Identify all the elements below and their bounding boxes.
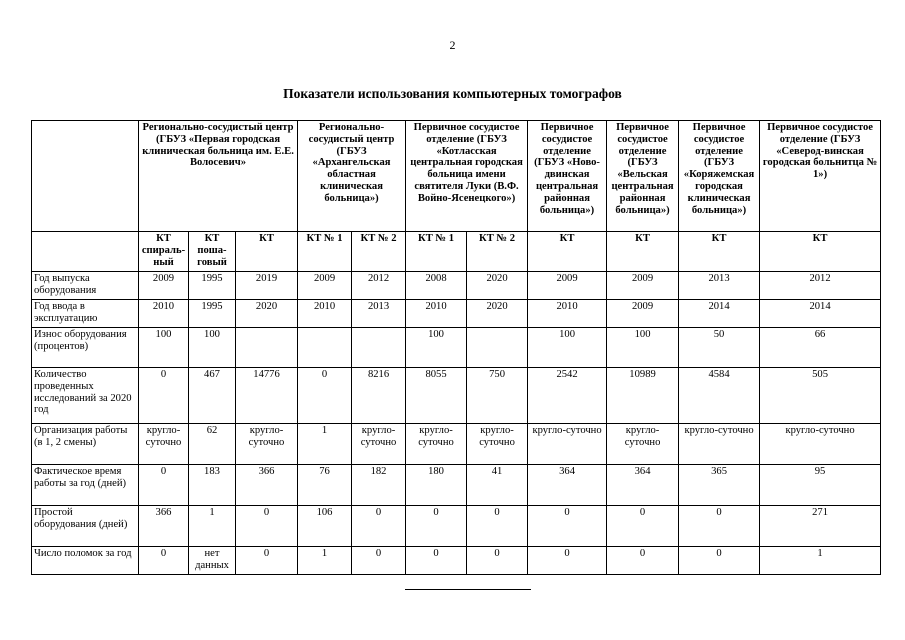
table-cell: 1 [189,506,236,547]
table-cell: 8216 [352,368,406,424]
table-cell: кругло-суточно [679,424,760,465]
table-cell: 1 [760,547,881,575]
row-label: Простой оборудования (дней) [32,506,139,547]
table-cell: 2010 [139,300,189,328]
table-row [32,424,881,465]
institution-header: Первичное сосудистое отделение (ГБУЗ «Северод-винская городская больнитца № 1») [760,121,881,232]
table-cell: 66 [760,328,881,368]
table-cell: 182 [352,465,406,506]
table-cell: 0 [236,506,298,547]
device-header: КТ [679,232,760,272]
table-cell: кругло-суточно [139,424,189,465]
table-cell: 2020 [236,300,298,328]
ct-usage-table [31,120,881,575]
table-cell: 2542 [528,368,607,424]
table-cell: 183 [189,465,236,506]
document-title: Показатели использования компьютерных томографов [283,86,622,101]
table-cell: кругло-суточно [467,424,528,465]
table-cell: 0 [139,547,189,575]
table-cell: 0 [467,506,528,547]
table-cell: 2009 [607,272,679,300]
table-cell: 2010 [528,300,607,328]
table-cell: 8055 [406,368,467,424]
table-row [32,300,881,328]
table-cell: 2012 [760,272,881,300]
table-cell: 100 [189,328,236,368]
table-cell: 62 [189,424,236,465]
row-label: Фактическое время работы за год (дней) [32,465,139,506]
table-cell [298,328,352,368]
table-cell: 76 [298,465,352,506]
table-cell: 0 [679,506,760,547]
device-header: КТ [236,232,298,272]
table-cell: 2009 [298,272,352,300]
device-header: КТ № 1 [298,232,352,272]
table-cell: 750 [467,368,528,424]
table-cell: 0 [679,547,760,575]
device-header: КТ № 2 [352,232,406,272]
row-label: Количество проведенных исследований за 2020 год [32,368,139,424]
page-number: 2 [449,38,456,52]
table-cell: 41 [467,465,528,506]
device-header: КТ № 1 [406,232,467,272]
device-header: КТ [607,232,679,272]
table-cell: 1995 [189,272,236,300]
table-cell: 0 [607,547,679,575]
device-header: КТ поша-говый [189,232,236,272]
institution-header: Первичное сосудистое отделение (ГБУЗ «Ново-двинская центральная районная больница») [528,121,607,232]
table-cell: 2013 [679,272,760,300]
table-cell: 95 [760,465,881,506]
table-cell: 0 [298,368,352,424]
table-cell: 1 [298,547,352,575]
table-cell: 2014 [760,300,881,328]
table-cell: 2013 [352,300,406,328]
table-cell: 2014 [679,300,760,328]
table-cell: 100 [607,328,679,368]
table-cell: 0 [467,547,528,575]
table-cell: 364 [528,465,607,506]
table-cell: 0 [352,547,406,575]
table-cell: 10989 [607,368,679,424]
table-cell: 0 [528,547,607,575]
device-header: КТ спираль-ный [139,232,189,272]
table-cell: 0 [406,547,467,575]
table-row [32,506,881,547]
table-cell: кругло-суточно [528,424,607,465]
row-label: Год выпуска оборудования [32,272,139,300]
table-cell: кругло-суточно [607,424,679,465]
row-label: Число поломок за год [32,547,139,575]
table-cell: 0 [607,506,679,547]
table-cell: 2009 [528,272,607,300]
device-header: КТ [528,232,607,272]
table-cell: кругло-суточно [352,424,406,465]
table-cell: 106 [298,506,352,547]
table-cell: 366 [236,465,298,506]
table-row [32,328,881,368]
table-cell: 100 [139,328,189,368]
row-label: Износ оборудования (процентов) [32,328,139,368]
table-cell: 2010 [406,300,467,328]
institution-header-row [32,121,881,232]
table-cell: нет данных [189,547,236,575]
table-cell: 271 [760,506,881,547]
table-cell: 366 [139,506,189,547]
row-label: Организация работы (в 1, 2 смены) [32,424,139,465]
table-cell: 0 [406,506,467,547]
table-cell: 1 [298,424,352,465]
table-cell: 4584 [679,368,760,424]
table-cell: 0 [352,506,406,547]
table-row [32,368,881,424]
empty-header-cell [32,121,139,232]
table-cell: 14776 [236,368,298,424]
table-cell: 2020 [467,300,528,328]
institution-header: Первичное сосудистое отделение (ГБУЗ «Вельская центральная районная больница») [607,121,679,232]
table-cell: кругло-суточно [236,424,298,465]
table-cell: 2019 [236,272,298,300]
table-cell: 0 [139,368,189,424]
table-cell: 505 [760,368,881,424]
row-label: Год ввода в эксплуатацию [32,300,139,328]
device-header-row [32,232,881,272]
table-cell: 2020 [467,272,528,300]
table-cell: 2009 [139,272,189,300]
table-cell: 0 [236,547,298,575]
empty-header-cell [32,232,139,272]
table-cell: 50 [679,328,760,368]
device-header: КТ [760,232,881,272]
table-cell: кругло-суточно [760,424,881,465]
institution-header: Регионально-сосудистый центр (ГБУЗ «Первая городская клиническая больница им. Е.Е. Волосевич» [139,121,298,232]
table-row [32,272,881,300]
table-cell: 0 [528,506,607,547]
table-cell: 0 [139,465,189,506]
table-cell [352,328,406,368]
table-cell: 365 [679,465,760,506]
table-cell: 2008 [406,272,467,300]
table-cell: 467 [189,368,236,424]
table-cell: 2012 [352,272,406,300]
table-cell: 100 [528,328,607,368]
table-cell: 2009 [607,300,679,328]
institution-header: Первичное сосудистое отделение (ГБУЗ «Коряжемская городская клиническая больница») [679,121,760,232]
table-cell: 364 [607,465,679,506]
institution-header: Первичное сосудистое отделение (ГБУЗ «Котласская центральная городская больница имени святителя Луки (В.Ф. Войно-Ясенецкого») [406,121,528,232]
table-cell: 1995 [189,300,236,328]
table-row [32,465,881,506]
institution-header: Регионально-сосудистый центр (ГБУЗ «Архангельская областная клиническая больница») [298,121,406,232]
table-row [32,547,881,575]
table-cell [467,328,528,368]
table-cell: 100 [406,328,467,368]
table-cell: 180 [406,465,467,506]
table-cell [236,328,298,368]
device-header: КТ № 2 [467,232,528,272]
table-cell: 2010 [298,300,352,328]
table-cell: кругло-суточно [406,424,467,465]
footer-rule [405,589,531,590]
